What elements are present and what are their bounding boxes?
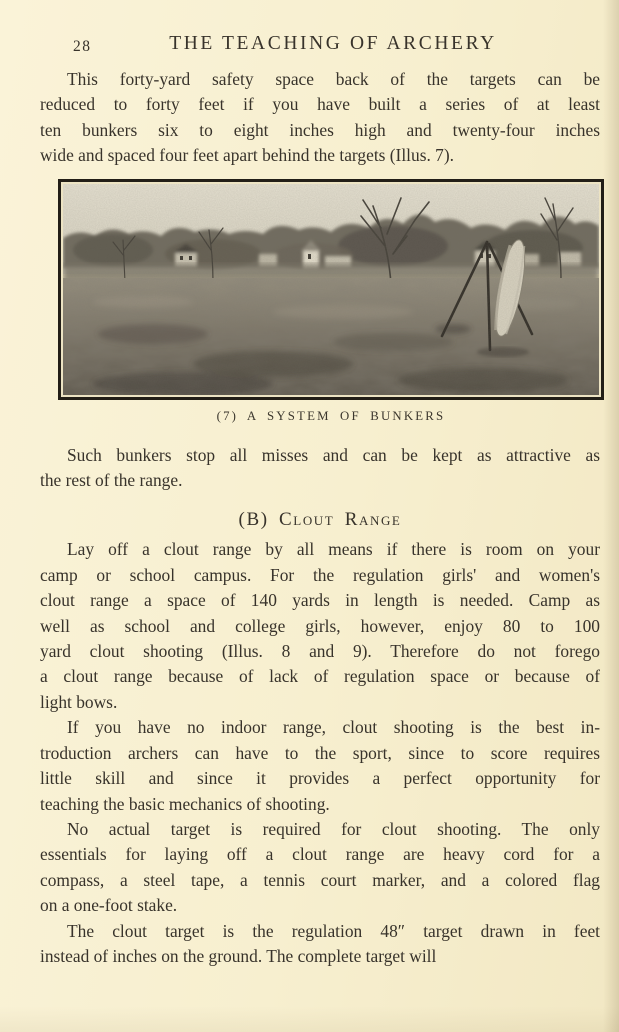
text-line: the rest of the range.: [40, 470, 183, 491]
text-line: yard clout shooting (Illus. 8 and 9). Therefore do not forego: [40, 641, 600, 662]
bunkers-photo: [58, 179, 604, 400]
text-block: [40, 0, 600, 969]
page-edge-shadow: [603, 0, 619, 1032]
running-title: THE TEACHING OF ARCHERY: [169, 33, 497, 54]
text-line: This forty-yard safety space back of the targets can be: [67, 69, 600, 89]
section-heading-clout-range: (B) Clout Range: [238, 509, 402, 531]
text-line: Lay off a clout range by all means if there is room on your: [67, 539, 600, 560]
text-line: reduced to forty feet if you have built a series of at least: [40, 94, 600, 115]
text-line: No actual target is required for clout shooting. The only: [67, 818, 600, 839]
text-line: troduction archers can have to the sport, since to score requires: [40, 742, 600, 763]
text-line: well as school and college girls, however, enjoy 80 to 100: [40, 615, 600, 636]
page-bottom-shadow: [0, 1006, 619, 1032]
text-line: Such bunkers stop all misses and can be kept as attractive as: [67, 444, 600, 465]
text-line: a clout range because of lack of regulation space or because of: [40, 666, 600, 687]
text-line: compass, a steel tape, a tennis court marker, and a colored flag: [40, 869, 600, 890]
paragraph-3: [40, 537, 600, 715]
text-line: wide and spaced four feet apart behind the targets (Illus. 7).: [40, 145, 455, 166]
text-line: The clout target is the regulation 48″ target drawn in feet: [67, 920, 600, 941]
text-line: light bows.: [40, 691, 118, 712]
text-line: teaching the basic mechanics of shooting.: [40, 793, 330, 814]
text-line: camp or school campus. For the regulation girls' and women's: [40, 564, 600, 585]
text-line: instead of inches on the ground. The complete target will: [40, 945, 437, 966]
figure-caption: (7) A SYSTEM OF BUNKERS: [216, 408, 446, 423]
bunkers-photo-illustration: [63, 184, 599, 395]
page-number: 28: [73, 38, 92, 55]
paragraph-4: [40, 715, 600, 817]
text-line: essentials for laying off a clout range are heavy cord for a: [40, 844, 600, 865]
paragraph-6: [40, 919, 600, 970]
text-line: clout range a space of 140 yards in length is needed. Camp as: [40, 590, 600, 611]
text-line: If you have no indoor range, clout shooting is the best in-: [67, 717, 600, 738]
text-line: on a one-foot stake.: [40, 895, 178, 916]
paragraph-2: [40, 443, 600, 494]
paragraph-5: [40, 817, 600, 919]
paragraph-1: [40, 67, 600, 169]
text-line: little skill and since it provides a perfect opportunity for: [40, 768, 600, 789]
page-header: [40, 33, 600, 59]
text-line: ten bunkers six to eight inches high and twenty-four inches: [40, 119, 600, 140]
